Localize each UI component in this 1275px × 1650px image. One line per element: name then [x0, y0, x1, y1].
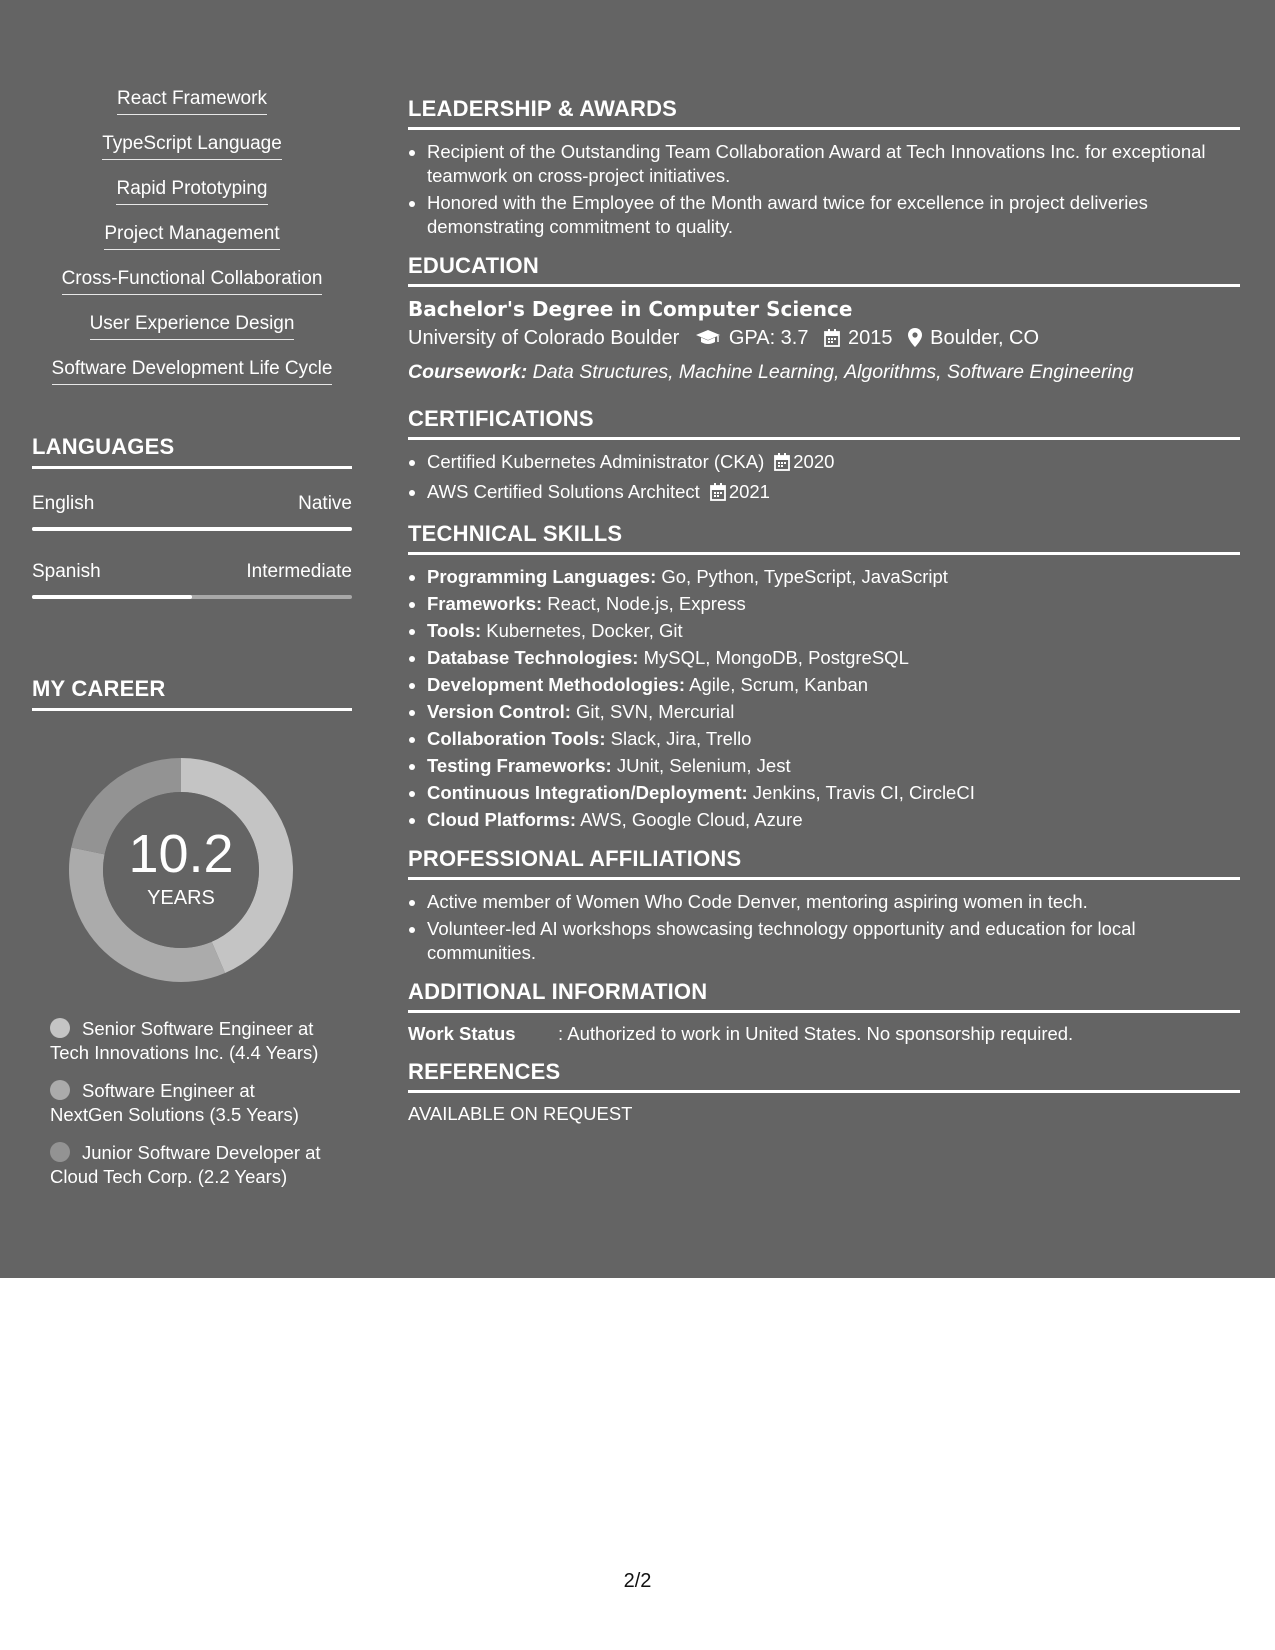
right-column	[408, 96, 1240, 1139]
work-status-value: : Authorized to work in United States. No sponsorship required.	[558, 1023, 1074, 1044]
tech-skill-item	[427, 700, 1240, 724]
language-item	[32, 561, 352, 599]
tech-skill-item	[427, 754, 1240, 778]
skill-label: Project Management	[104, 221, 279, 250]
education-details	[408, 327, 1240, 353]
tech-skill-item	[427, 781, 1240, 805]
career-years-unit: YEARS	[147, 887, 215, 909]
work-status-label: Work Status	[408, 1023, 516, 1044]
tech-skill-item	[427, 619, 1240, 643]
tech-skill-value: Git, SVN, Mercurial	[576, 701, 735, 722]
affiliations-list	[408, 890, 1240, 965]
job-title: Senior Software Engineer at	[82, 1018, 314, 1039]
references-section	[408, 1059, 1240, 1125]
skill-label: Cross-Functional Collaboration	[62, 266, 323, 295]
references-text: AVAILABLE ON REQUEST	[408, 1103, 633, 1124]
tech-skill-item	[427, 808, 1240, 832]
left-column	[32, 86, 352, 1187]
language-proficiency-bar	[32, 595, 352, 599]
tech-skill-value: React, Node.js, Express	[547, 593, 746, 614]
tech-skill-label: Tools:	[427, 620, 482, 641]
skill-item	[32, 176, 352, 221]
legend-dot-icon	[50, 1142, 70, 1162]
language-proficiency-fill	[32, 595, 192, 599]
references-heading: REFERENCES	[408, 1059, 1240, 1093]
coursework-list: Data Structures, Machine Learning, Algorithms, Software Engineering	[532, 361, 1134, 383]
tech-skill-label: Database Technologies:	[427, 647, 639, 668]
additional-info-section	[408, 979, 1240, 1045]
tech-skill-label: Collaboration Tools:	[427, 728, 606, 749]
tech-skill-value: AWS, Google Cloud, Azure	[580, 809, 803, 830]
donut-center	[66, 755, 296, 985]
additional-info-heading: ADDITIONAL INFORMATION	[408, 979, 1240, 1013]
career-donut-chart	[66, 755, 296, 985]
language-level: Intermediate	[246, 561, 352, 582]
skill-label: TypeScript Language	[102, 131, 282, 160]
tech-skill-item	[427, 727, 1240, 751]
affiliations-section	[408, 846, 1240, 965]
language-proficiency-bar	[32, 527, 352, 531]
tech-skill-value: Agile, Scrum, Kanban	[689, 674, 869, 695]
certification-year: 2021	[728, 481, 770, 502]
skill-item	[32, 356, 352, 401]
career-legend	[50, 1017, 352, 1189]
tech-skill-label: Cloud Platforms:	[427, 809, 577, 830]
tech-skill-label: Frameworks:	[427, 593, 543, 614]
technical-skills-section	[408, 521, 1240, 832]
leadership-section	[408, 96, 1240, 239]
career-legend-item	[50, 1079, 352, 1127]
certifications-list	[408, 450, 1240, 507]
degree-title: Bachelor's Degree in Computer Science	[408, 297, 853, 321]
affiliation-item: • Active member of Women Who Code Denver, mentoring aspiring women in tech.	[427, 890, 1240, 914]
leadership-item: • Honored with the Employee of the Month award twice for excellence in project deliveries demonstrating commitment to quality.	[427, 191, 1240, 239]
languages-heading: LANGUAGES	[32, 434, 352, 469]
graduation-cap-icon	[695, 329, 721, 353]
certification-name: AWS Certified Solutions Architect	[427, 481, 700, 502]
skill-item	[32, 311, 352, 356]
certifications-section	[408, 406, 1240, 507]
tech-skill-item	[427, 565, 1240, 589]
tech-skill-label: Testing Frameworks:	[427, 755, 612, 776]
job-company: Tech Innovations Inc. (4.4 Years)	[50, 1042, 319, 1063]
skill-item	[32, 266, 352, 311]
education-section	[408, 253, 1240, 384]
education-heading: EDUCATION	[408, 253, 1240, 287]
certification-item	[427, 450, 1240, 477]
language-proficiency-fill	[32, 527, 352, 531]
leadership-heading: LEADERSHIP & AWARDS	[408, 96, 1240, 130]
skill-item	[32, 131, 352, 176]
tech-skill-label: Programming Languages:	[427, 566, 657, 587]
certification-name: Certified Kubernetes Administrator (CKA)	[427, 451, 765, 472]
map-pin-icon	[908, 328, 922, 353]
gpa: GPA: 3.7	[728, 327, 809, 349]
skill-label: Rapid Prototyping	[116, 176, 267, 205]
tech-skill-label: Continuous Integration/Deployment:	[427, 782, 748, 803]
calendar-icon	[710, 483, 726, 507]
career-legend-item	[50, 1141, 352, 1189]
affiliation-item: • Volunteer-led AI workshops showcasing technology opportunity and education for local communities.	[427, 917, 1240, 965]
graduation-year: 2015	[848, 327, 893, 349]
tech-skill-label: Version Control:	[427, 701, 571, 722]
legend-dot-icon	[50, 1018, 70, 1038]
tech-skill-value: Slack, Jira, Trello	[610, 728, 752, 749]
tech-skill-item	[427, 592, 1240, 616]
tech-skill-value: MySQL, MongoDB, PostgreSQL	[643, 647, 909, 668]
tech-skill-item	[427, 646, 1240, 670]
career-section	[32, 676, 352, 1203]
technical-skills-list	[408, 565, 1240, 832]
career-total-years: 10.2	[128, 824, 234, 884]
coursework-label: Coursework:	[408, 361, 528, 383]
calendar-icon	[774, 453, 790, 477]
affiliations-heading: PROFESSIONAL AFFILIATIONS	[408, 846, 1240, 880]
work-status	[408, 1023, 1240, 1045]
leadership-list	[408, 140, 1240, 239]
job-company: Cloud Tech Corp. (2.2 Years)	[50, 1166, 288, 1187]
leadership-item: • Recipient of the Outstanding Team Collaboration Award at Tech Innovations Inc. for exceptional teamwork on cross-project initiatives.	[427, 140, 1240, 188]
tech-skill-item	[427, 673, 1240, 697]
education-location: Boulder, CO	[930, 327, 1040, 349]
career-heading: MY CAREER	[32, 676, 352, 711]
legend-dot-icon	[50, 1080, 70, 1100]
job-title: Junior Software Developer at	[82, 1142, 321, 1163]
language-level: Native	[298, 493, 352, 514]
job-title: Software Engineer at	[82, 1080, 255, 1101]
school-name: University of Colorado Boulder	[408, 327, 680, 349]
career-legend-item	[50, 1017, 352, 1065]
tech-skill-value: Go, Python, TypeScript, JavaScript	[661, 566, 948, 587]
tech-skill-value: Kubernetes, Docker, Git	[486, 620, 683, 641]
skill-label: User Experience Design	[90, 311, 295, 340]
skill-item	[32, 221, 352, 266]
calendar-icon	[824, 329, 840, 353]
certifications-heading: CERTIFICATIONS	[408, 406, 1240, 440]
language-name: Spanish	[32, 561, 101, 582]
skill-label: React Framework	[117, 86, 267, 115]
certification-item	[427, 480, 1240, 507]
technical-skills-heading: TECHNICAL SKILLS	[408, 521, 1240, 555]
language-name: English	[32, 493, 95, 514]
tech-skill-label: Development Methodologies:	[427, 674, 685, 695]
tech-skill-value: Jenkins, Travis CI, CircleCI	[752, 782, 975, 803]
coursework	[408, 361, 1240, 384]
skills-list	[32, 86, 352, 401]
language-item	[32, 493, 352, 531]
skill-item	[32, 86, 352, 131]
tech-skill-value: JUnit, Selenium, Jest	[616, 755, 791, 776]
skill-label: Software Development Life Cycle	[52, 356, 333, 385]
languages-section	[32, 434, 352, 599]
page-number: 2/2	[623, 1570, 652, 1592]
job-company: NextGen Solutions (3.5 Years)	[50, 1104, 299, 1125]
certification-year: 2020	[793, 451, 835, 472]
